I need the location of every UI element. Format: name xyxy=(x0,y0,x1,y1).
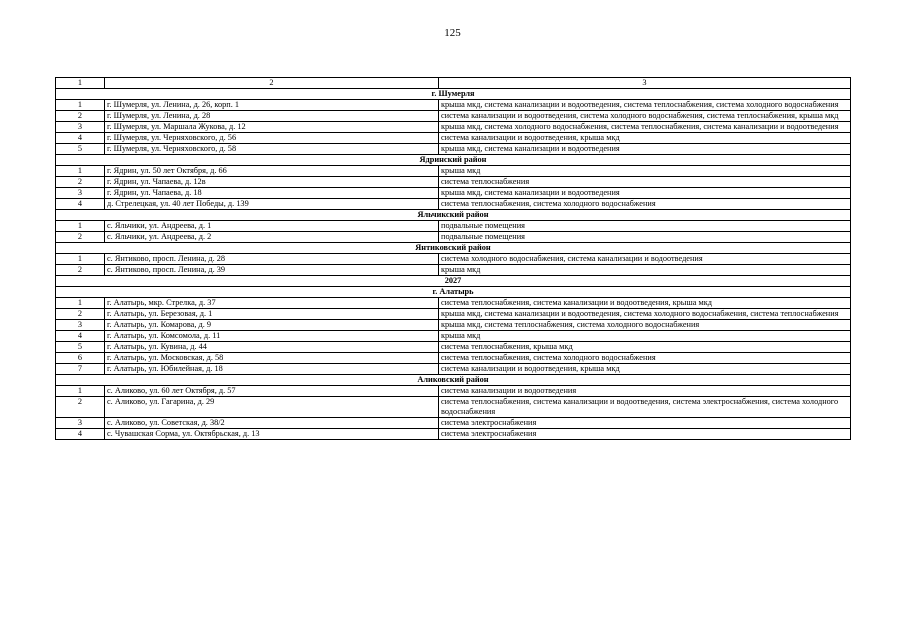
row-works: система теплоснабжения xyxy=(439,177,851,188)
table-row xyxy=(56,177,851,188)
row-address: г. Ядрин, ул. Чапаева, д. 18 xyxy=(105,188,439,199)
row-address: г. Шумерля, ул. Ленина, д. 26, корп. 1 xyxy=(105,100,439,111)
row-address: г. Шумерля, ул. Ленина, д. 28 xyxy=(105,111,439,122)
row-works: система электроснабжения xyxy=(439,429,851,440)
table-row xyxy=(56,309,851,320)
row-address: г. Алатырь, ул. Комарова, д. 9 xyxy=(105,320,439,331)
section-title: Яльчикский район xyxy=(56,210,851,221)
table-row xyxy=(56,331,851,342)
row-works: система теплоснабжения, крыша мкд xyxy=(439,342,851,353)
row-address: с. Янтиково, просп. Ленина, д. 28 xyxy=(105,254,439,265)
row-works: система канализации и водоотведения xyxy=(439,386,851,397)
row-works: система канализации и водоотведения, система холодного водоснабжения, система теплоснабжения, крыша мкд xyxy=(439,111,851,122)
row-number: 3 xyxy=(56,122,105,133)
section-row xyxy=(56,243,851,254)
row-works: система теплоснабжения, система канализации и водоотведения, система электроснабжения, система холодного водоснабжения xyxy=(439,397,851,418)
row-address: г. Алатырь, ул. Юбилейная, д. 18 xyxy=(105,364,439,375)
row-works: крыша мкд, система канализации и водоотведения, система теплоснабжения, система холодного водоснабжения xyxy=(439,100,851,111)
table-row xyxy=(56,429,851,440)
row-number: 6 xyxy=(56,353,105,364)
row-works: крыша мкд, система канализации и водоотведения xyxy=(439,144,851,155)
row-number: 2 xyxy=(56,177,105,188)
row-address: г. Ядрин, ул. 50 лет Октября, д. 66 xyxy=(105,166,439,177)
section-row xyxy=(56,287,851,298)
row-address: г. Алатырь, ул. Кувина, д. 44 xyxy=(105,342,439,353)
table-row xyxy=(56,386,851,397)
row-number: 4 xyxy=(56,199,105,210)
section-title: г. Шумерля xyxy=(56,89,851,100)
row-number: 2 xyxy=(56,397,105,418)
table-row xyxy=(56,122,851,133)
table-row xyxy=(56,111,851,122)
row-works: подвальные помещения xyxy=(439,232,851,243)
row-number: 2 xyxy=(56,265,105,276)
section-title: Ядринский район xyxy=(56,155,851,166)
row-works: система канализации и водоотведения, крыша мкд xyxy=(439,364,851,375)
table-body xyxy=(56,89,851,440)
row-number: 5 xyxy=(56,342,105,353)
section-title: г. Алатырь xyxy=(56,287,851,298)
row-number: 4 xyxy=(56,429,105,440)
repair-schedule-table xyxy=(55,77,851,440)
table-row xyxy=(56,221,851,232)
table-header-row xyxy=(56,78,851,89)
row-address: с. Аликово, ул. Советская, д. 38/2 xyxy=(105,418,439,429)
section-title: 2027 xyxy=(56,276,851,287)
table-row xyxy=(56,364,851,375)
section-title: Аликовский район xyxy=(56,375,851,386)
row-address: г. Шумерля, ул. Маршала Жукова, д. 12 xyxy=(105,122,439,133)
section-row xyxy=(56,210,851,221)
row-number: 1 xyxy=(56,298,105,309)
table-row xyxy=(56,298,851,309)
row-number: 4 xyxy=(56,133,105,144)
page-number: 125 xyxy=(444,27,461,39)
row-works: крыша мкд, система канализации и водоотведения, система холодного водоснабжения, система теплоснабжения xyxy=(439,309,851,320)
row-works: система канализации и водоотведения, крыша мкд xyxy=(439,133,851,144)
section-row xyxy=(56,155,851,166)
row-address: г. Алатырь, мкр. Стрелка, д. 37 xyxy=(105,298,439,309)
section-row xyxy=(56,276,851,287)
row-works: система теплоснабжения, система канализации и водоотведения, крыша мкд xyxy=(439,298,851,309)
table-row xyxy=(56,166,851,177)
table-row xyxy=(56,342,851,353)
column-header-number: 1 xyxy=(56,78,105,89)
row-number: 1 xyxy=(56,254,105,265)
section-row xyxy=(56,89,851,100)
section-title: Янтиковский район xyxy=(56,243,851,254)
table-row xyxy=(56,397,851,418)
row-address: с. Чувашская Сорма, ул. Октябрьская, д. 13 xyxy=(105,429,439,440)
table-row xyxy=(56,254,851,265)
table-row xyxy=(56,144,851,155)
row-works: система холодного водоснабжения, система канализации и водоотведения xyxy=(439,254,851,265)
row-number: 1 xyxy=(56,221,105,232)
row-address: г. Алатырь, ул. Московская, д. 58 xyxy=(105,353,439,364)
row-number: 2 xyxy=(56,309,105,320)
row-works: крыша мкд, система холодного водоснабжения, система теплоснабжения, система канализации и водоотведения xyxy=(439,122,851,133)
row-address: с. Аликово, ул. Гагарина, д. 29 xyxy=(105,397,439,418)
table-row xyxy=(56,353,851,364)
row-address: г. Алатырь, ул. Березовая, д. 1 xyxy=(105,309,439,320)
table-row xyxy=(56,232,851,243)
table-row xyxy=(56,265,851,276)
row-number: 1 xyxy=(56,166,105,177)
column-header-address: 2 xyxy=(105,78,439,89)
row-address: д. Стрелецкая, ул. 40 лет Победы, д. 139 xyxy=(105,199,439,210)
row-works: крыша мкд, система канализации и водоотведения xyxy=(439,188,851,199)
row-number: 4 xyxy=(56,331,105,342)
table-row xyxy=(56,320,851,331)
row-number: 7 xyxy=(56,364,105,375)
row-address: с. Яльчики, ул. Андреева, д. 2 xyxy=(105,232,439,243)
row-works: крыша мкд xyxy=(439,166,851,177)
row-works: крыша мкд xyxy=(439,331,851,342)
row-address: с. Аликово, ул. 60 лет Октября, д. 57 xyxy=(105,386,439,397)
row-number: 1 xyxy=(56,100,105,111)
row-works: система теплоснабжения, система холодного водоснабжения xyxy=(439,353,851,364)
row-number: 2 xyxy=(56,232,105,243)
table-row xyxy=(56,133,851,144)
row-works: крыша мкд xyxy=(439,265,851,276)
row-works: подвальные помещения xyxy=(439,221,851,232)
table-row xyxy=(56,199,851,210)
row-number: 3 xyxy=(56,188,105,199)
row-number: 5 xyxy=(56,144,105,155)
row-address: г. Ядрин, ул. Чапаева, д. 12в xyxy=(105,177,439,188)
row-number: 3 xyxy=(56,320,105,331)
section-row xyxy=(56,375,851,386)
row-address: с. Яльчики, ул. Андреева, д. 1 xyxy=(105,221,439,232)
table-row xyxy=(56,100,851,111)
row-works: система теплоснабжения, система холодного водоснабжения xyxy=(439,199,851,210)
row-address: г. Шумерля, ул. Черняховского, д. 58 xyxy=(105,144,439,155)
row-address: г. Алатырь, ул. Комсомола, д. 11 xyxy=(105,331,439,342)
row-number: 2 xyxy=(56,111,105,122)
table-row xyxy=(56,418,851,429)
column-header-works: 3 xyxy=(439,78,851,89)
row-works: система электроснабжения xyxy=(439,418,851,429)
row-number: 3 xyxy=(56,418,105,429)
row-works: крыша мкд, система теплоснабжения, система холодного водоснабжения xyxy=(439,320,851,331)
row-address: с. Янтиково, просп. Ленина, д. 39 xyxy=(105,265,439,276)
row-number: 1 xyxy=(56,386,105,397)
table-row xyxy=(56,188,851,199)
row-address: г. Шумерля, ул. Черняховского, д. 56 xyxy=(105,133,439,144)
